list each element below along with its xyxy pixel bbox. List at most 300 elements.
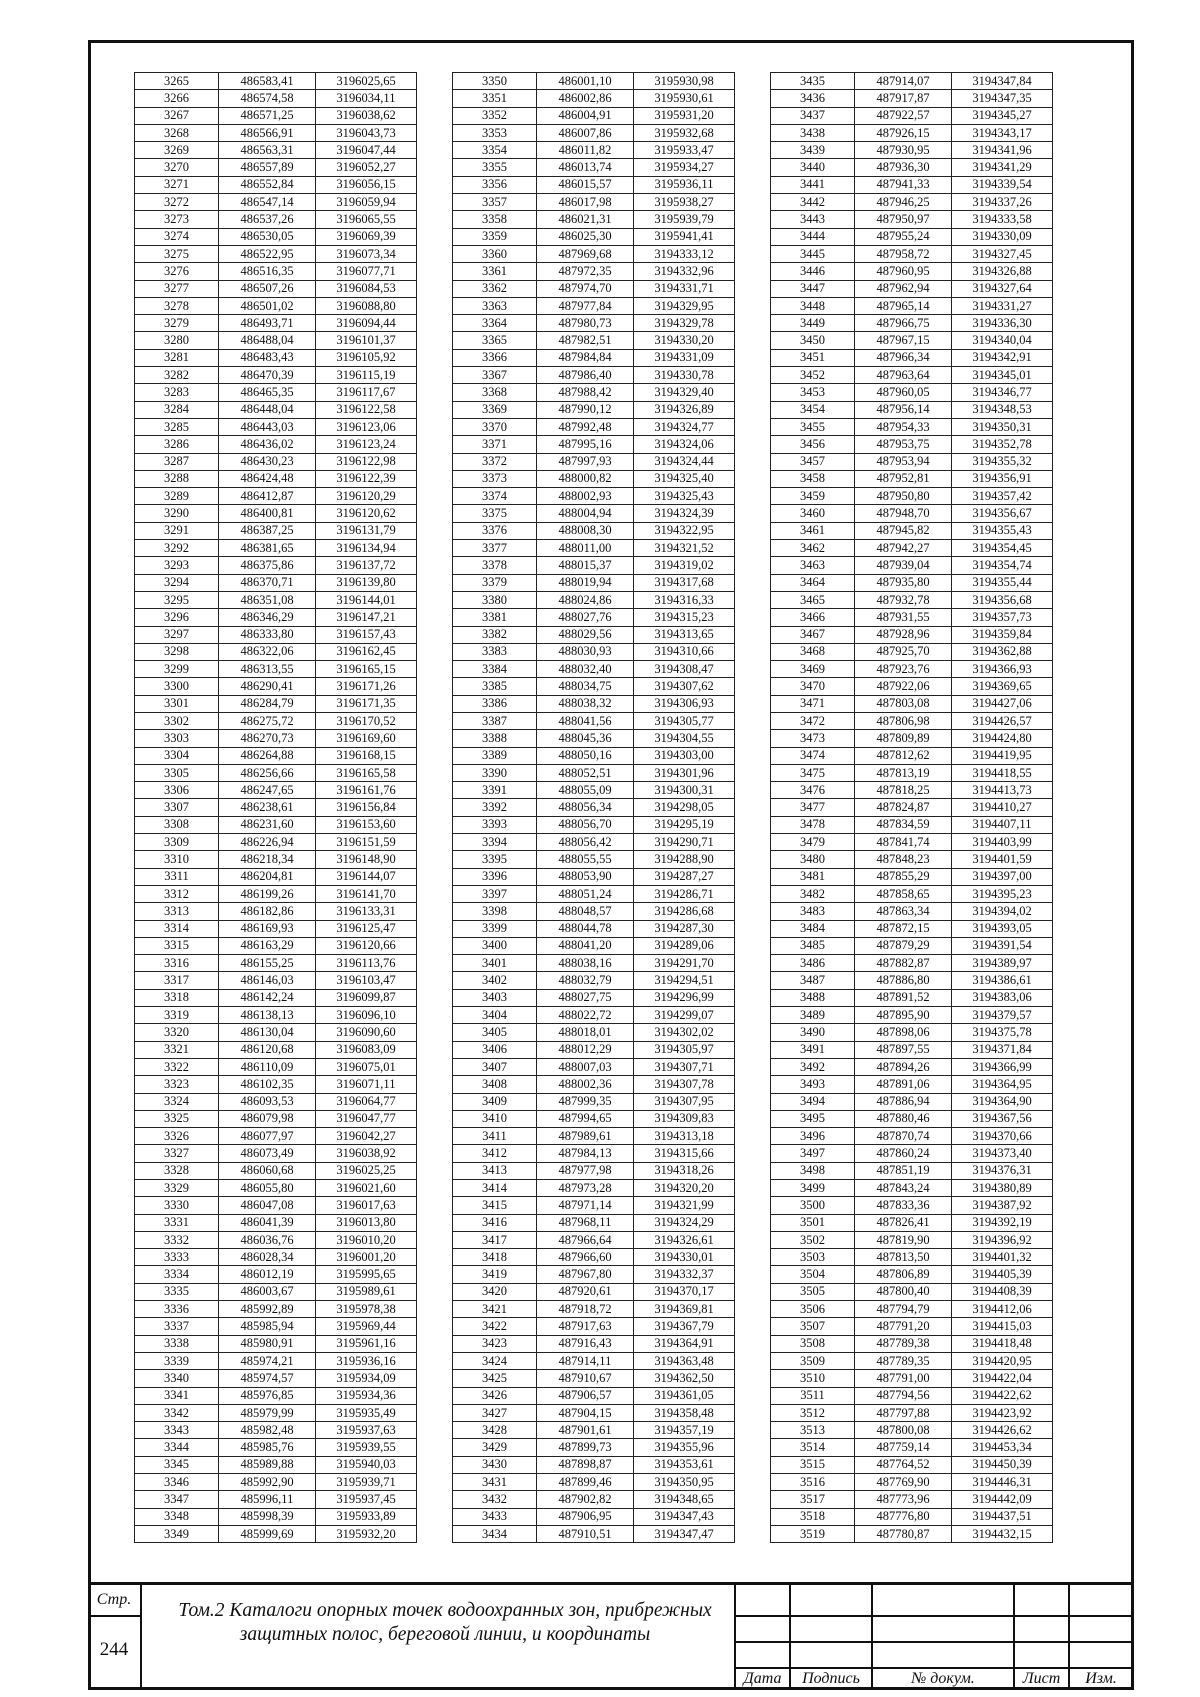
x-coordinate-cell: 487925,70 xyxy=(855,643,952,660)
table-row xyxy=(771,1439,1053,1456)
table-row xyxy=(453,591,735,608)
x-coordinate-cell: 487986,40 xyxy=(537,367,634,384)
x-coordinate-cell: 488007,03 xyxy=(537,1058,634,1075)
doc-number-header: № докум. xyxy=(911,1670,975,1687)
point-number-cell: 3435 xyxy=(771,73,855,90)
table-row xyxy=(771,1318,1053,1335)
point-number-cell: 3297 xyxy=(135,626,219,643)
table-row xyxy=(135,73,417,90)
x-coordinate-cell: 487966,75 xyxy=(855,315,952,332)
point-number-cell: 3466 xyxy=(771,609,855,626)
x-coordinate-cell: 485999,69 xyxy=(219,1525,316,1542)
point-number-cell: 3349 xyxy=(135,1525,219,1542)
y-coordinate-cell: 3196165,15 xyxy=(316,661,417,678)
x-coordinate-cell: 486011,82 xyxy=(537,142,634,159)
table-row xyxy=(135,332,417,349)
x-coordinate-cell: 487791,20 xyxy=(855,1318,952,1335)
y-coordinate-cell: 3196156,84 xyxy=(316,799,417,816)
point-number-cell: 3333 xyxy=(135,1249,219,1266)
point-number-cell: 3271 xyxy=(135,176,219,193)
point-number-cell: 3375 xyxy=(453,505,537,522)
table-row xyxy=(453,1318,735,1335)
table-row xyxy=(135,1266,417,1283)
point-number-cell: 3494 xyxy=(771,1093,855,1110)
y-coordinate-cell: 3194347,35 xyxy=(952,90,1053,107)
x-coordinate-cell: 488032,40 xyxy=(537,661,634,678)
point-number-cell: 3369 xyxy=(453,401,537,418)
x-coordinate-cell: 487967,15 xyxy=(855,332,952,349)
y-coordinate-cell: 3196133,31 xyxy=(316,903,417,920)
y-coordinate-cell: 3196090,60 xyxy=(316,1024,417,1041)
y-coordinate-cell: 3194339,54 xyxy=(952,176,1053,193)
x-coordinate-cell: 488044,78 xyxy=(537,920,634,937)
table-row xyxy=(771,868,1053,885)
x-coordinate-cell: 487917,87 xyxy=(855,90,952,107)
x-coordinate-cell: 486583,41 xyxy=(219,73,316,90)
y-coordinate-cell: 3194437,51 xyxy=(952,1508,1053,1525)
point-number-cell: 3339 xyxy=(135,1352,219,1369)
y-coordinate-cell: 3196131,79 xyxy=(316,522,417,539)
x-coordinate-cell: 487954,33 xyxy=(855,418,952,435)
y-coordinate-cell: 3194420,95 xyxy=(952,1352,1053,1369)
x-coordinate-cell: 487995,16 xyxy=(537,436,634,453)
table-row xyxy=(135,1214,417,1231)
point-number-cell: 3309 xyxy=(135,834,219,851)
y-coordinate-cell: 3196105,92 xyxy=(316,349,417,366)
x-coordinate-cell: 487860,24 xyxy=(855,1145,952,1162)
table-row xyxy=(453,263,735,280)
y-coordinate-cell: 3196147,21 xyxy=(316,609,417,626)
x-coordinate-cell: 486079,98 xyxy=(219,1110,316,1127)
point-number-cell: 3282 xyxy=(135,367,219,384)
point-number-cell: 3453 xyxy=(771,384,855,401)
point-number-cell: 3430 xyxy=(453,1456,537,1473)
x-coordinate-cell: 487936,30 xyxy=(855,159,952,176)
y-coordinate-cell: 3194392,19 xyxy=(952,1214,1053,1231)
point-number-cell: 3487 xyxy=(771,972,855,989)
x-coordinate-cell: 487800,40 xyxy=(855,1283,952,1300)
table-row xyxy=(135,1318,417,1335)
y-coordinate-cell: 3194370,66 xyxy=(952,1128,1053,1145)
y-coordinate-cell: 3194291,70 xyxy=(634,955,735,972)
x-coordinate-cell: 485985,76 xyxy=(219,1439,316,1456)
x-coordinate-cell: 486047,08 xyxy=(219,1197,316,1214)
y-coordinate-cell: 3196153,60 xyxy=(316,816,417,833)
point-number-cell: 3383 xyxy=(453,643,537,660)
y-coordinate-cell: 3196056,15 xyxy=(316,176,417,193)
table-row xyxy=(771,1525,1053,1542)
point-number-cell: 3280 xyxy=(135,332,219,349)
table-row xyxy=(135,1024,417,1041)
table-row xyxy=(135,176,417,193)
y-coordinate-cell: 3196042,27 xyxy=(316,1128,417,1145)
table-row xyxy=(135,1370,417,1387)
x-coordinate-cell: 487922,06 xyxy=(855,678,952,695)
y-coordinate-cell: 3196122,98 xyxy=(316,453,417,470)
document-title-line-1: Том.2 Каталоги опорных точек водоохранных зон, прибрежных xyxy=(178,1600,712,1621)
x-coordinate-cell: 488055,55 xyxy=(537,851,634,868)
table-row xyxy=(453,609,735,626)
signature-header: Подпись xyxy=(802,1670,860,1687)
table-row xyxy=(135,1231,417,1248)
y-coordinate-cell: 3194394,02 xyxy=(952,903,1053,920)
x-coordinate-cell: 486488,04 xyxy=(219,332,316,349)
y-coordinate-cell: 3194364,91 xyxy=(634,1335,735,1352)
y-coordinate-cell: 3194307,95 xyxy=(634,1093,735,1110)
table-row xyxy=(771,418,1053,435)
y-coordinate-cell: 3194373,40 xyxy=(952,1145,1053,1162)
table-row xyxy=(135,903,417,920)
y-coordinate-cell: 3194366,93 xyxy=(952,661,1053,678)
point-number-cell: 3316 xyxy=(135,955,219,972)
y-coordinate-cell: 3196021,60 xyxy=(316,1180,417,1197)
table-row xyxy=(453,782,735,799)
x-coordinate-cell: 487914,07 xyxy=(855,73,952,90)
table-row xyxy=(453,712,735,729)
y-coordinate-cell: 3194363,48 xyxy=(634,1352,735,1369)
table-row xyxy=(771,557,1053,574)
point-number-cell: 3311 xyxy=(135,868,219,885)
x-coordinate-cell: 487759,14 xyxy=(855,1439,952,1456)
point-number-cell: 3278 xyxy=(135,297,219,314)
y-coordinate-cell: 3194318,26 xyxy=(634,1162,735,1179)
point-number-cell: 3406 xyxy=(453,1041,537,1058)
x-coordinate-cell: 487895,90 xyxy=(855,1007,952,1024)
point-number-cell: 3315 xyxy=(135,937,219,954)
point-number-cell: 3484 xyxy=(771,920,855,937)
y-coordinate-cell: 3194333,12 xyxy=(634,245,735,262)
x-coordinate-cell: 487968,11 xyxy=(537,1214,634,1231)
x-coordinate-cell: 488050,16 xyxy=(537,747,634,764)
y-coordinate-cell: 3194386,61 xyxy=(952,972,1053,989)
point-number-cell: 3501 xyxy=(771,1214,855,1231)
y-coordinate-cell: 3195930,98 xyxy=(634,73,735,90)
x-coordinate-cell: 486077,97 xyxy=(219,1128,316,1145)
table-row xyxy=(453,989,735,1006)
y-coordinate-cell: 3194313,65 xyxy=(634,626,735,643)
y-coordinate-cell: 3196043,73 xyxy=(316,124,417,141)
y-coordinate-cell: 3194357,73 xyxy=(952,609,1053,626)
point-number-cell: 3397 xyxy=(453,885,537,902)
table-row xyxy=(135,211,417,228)
y-coordinate-cell: 3196047,77 xyxy=(316,1110,417,1127)
x-coordinate-cell: 486290,41 xyxy=(219,678,316,695)
y-coordinate-cell: 3194395,23 xyxy=(952,885,1053,902)
y-coordinate-cell: 3194308,47 xyxy=(634,661,735,678)
x-coordinate-cell: 486333,80 xyxy=(219,626,316,643)
x-coordinate-cell: 487824,87 xyxy=(855,799,952,816)
point-number-cell: 3307 xyxy=(135,799,219,816)
point-number-cell: 3489 xyxy=(771,1007,855,1024)
point-number-cell: 3336 xyxy=(135,1301,219,1318)
x-coordinate-cell: 487984,84 xyxy=(537,349,634,366)
table-row xyxy=(135,1387,417,1404)
y-coordinate-cell: 3194320,20 xyxy=(634,1180,735,1197)
point-number-cell: 3361 xyxy=(453,263,537,280)
y-coordinate-cell: 3196165,58 xyxy=(316,764,417,781)
y-coordinate-cell: 3196117,67 xyxy=(316,384,417,401)
y-coordinate-cell: 3194380,89 xyxy=(952,1180,1053,1197)
table-row xyxy=(135,1508,417,1525)
table-row xyxy=(771,1197,1053,1214)
y-coordinate-cell: 3194322,95 xyxy=(634,522,735,539)
x-coordinate-cell: 485974,57 xyxy=(219,1370,316,1387)
table-row xyxy=(453,1525,735,1542)
point-number-cell: 3395 xyxy=(453,851,537,868)
y-coordinate-cell: 3196113,76 xyxy=(316,955,417,972)
x-coordinate-cell: 486470,39 xyxy=(219,367,316,384)
x-coordinate-cell: 488018,01 xyxy=(537,1024,634,1041)
x-coordinate-cell: 487928,96 xyxy=(855,626,952,643)
table-row xyxy=(135,349,417,366)
x-coordinate-cell: 485998,39 xyxy=(219,1508,316,1525)
x-coordinate-cell: 488029,56 xyxy=(537,626,634,643)
table-row xyxy=(453,937,735,954)
y-coordinate-cell: 3194326,88 xyxy=(952,263,1053,280)
x-coordinate-cell: 487863,34 xyxy=(855,903,952,920)
x-coordinate-cell: 488051,24 xyxy=(537,885,634,902)
x-coordinate-cell: 487901,61 xyxy=(537,1422,634,1439)
y-coordinate-cell: 3195989,61 xyxy=(316,1283,417,1300)
y-coordinate-cell: 3196151,59 xyxy=(316,834,417,851)
table-row xyxy=(453,1145,735,1162)
x-coordinate-cell: 487948,70 xyxy=(855,505,952,522)
point-number-cell: 3378 xyxy=(453,557,537,574)
y-coordinate-cell: 3194426,62 xyxy=(952,1422,1053,1439)
table-row xyxy=(771,176,1053,193)
point-number-cell: 3331 xyxy=(135,1214,219,1231)
x-coordinate-cell: 488056,42 xyxy=(537,834,634,851)
x-coordinate-cell: 486015,57 xyxy=(537,176,634,193)
table-row xyxy=(135,263,417,280)
y-coordinate-cell: 3194366,99 xyxy=(952,1058,1053,1075)
x-coordinate-cell: 487899,73 xyxy=(537,1439,634,1456)
point-number-cell: 3429 xyxy=(453,1439,537,1456)
point-number-cell: 3379 xyxy=(453,574,537,591)
table-row xyxy=(135,764,417,781)
table-row xyxy=(771,1214,1053,1231)
table-row xyxy=(453,1283,735,1300)
point-number-cell: 3327 xyxy=(135,1145,219,1162)
table-row xyxy=(771,401,1053,418)
page-number: 244 xyxy=(99,1639,129,1660)
x-coordinate-cell: 487997,93 xyxy=(537,453,634,470)
x-coordinate-cell: 486537,26 xyxy=(219,211,316,228)
x-coordinate-cell: 486424,48 xyxy=(219,470,316,487)
y-coordinate-cell: 3196123,24 xyxy=(316,436,417,453)
point-number-cell: 3483 xyxy=(771,903,855,920)
x-coordinate-cell: 486574,58 xyxy=(219,90,316,107)
point-number-cell: 3286 xyxy=(135,436,219,453)
table-row xyxy=(771,1180,1053,1197)
table-row xyxy=(135,1283,417,1300)
y-coordinate-cell: 3196094,44 xyxy=(316,315,417,332)
table-row xyxy=(135,488,417,505)
y-coordinate-cell: 3194432,15 xyxy=(952,1525,1053,1542)
point-number-cell: 3470 xyxy=(771,678,855,695)
point-number-cell: 3267 xyxy=(135,107,219,124)
table-row xyxy=(135,868,417,885)
x-coordinate-cell: 486370,71 xyxy=(219,574,316,591)
table-row xyxy=(771,367,1053,384)
table-row xyxy=(453,1128,735,1145)
x-coordinate-cell: 486013,74 xyxy=(537,159,634,176)
table-row xyxy=(135,695,417,712)
y-coordinate-cell: 3194397,00 xyxy=(952,868,1053,885)
y-coordinate-cell: 3194330,01 xyxy=(634,1249,735,1266)
x-coordinate-cell: 486346,29 xyxy=(219,609,316,626)
x-coordinate-cell: 487914,11 xyxy=(537,1352,634,1369)
y-coordinate-cell: 3194353,61 xyxy=(634,1456,735,1473)
x-coordinate-cell: 486182,86 xyxy=(219,903,316,920)
table-row xyxy=(453,1474,735,1491)
y-coordinate-cell: 3194331,71 xyxy=(634,280,735,297)
x-coordinate-cell: 487966,64 xyxy=(537,1231,634,1248)
x-coordinate-cell: 486571,25 xyxy=(219,107,316,124)
x-coordinate-cell: 487923,76 xyxy=(855,661,952,678)
x-coordinate-cell: 488041,56 xyxy=(537,712,634,729)
table-row xyxy=(135,799,417,816)
y-coordinate-cell: 3196025,25 xyxy=(316,1162,417,1179)
table-row xyxy=(453,470,735,487)
y-coordinate-cell: 3195939,79 xyxy=(634,211,735,228)
point-number-cell: 3509 xyxy=(771,1352,855,1369)
y-coordinate-cell: 3194315,23 xyxy=(634,609,735,626)
coordinates-table-3 xyxy=(770,72,1053,1543)
point-number-cell: 3292 xyxy=(135,540,219,557)
x-coordinate-cell: 487803,08 xyxy=(855,695,952,712)
table-row xyxy=(771,955,1053,972)
x-coordinate-cell: 487894,26 xyxy=(855,1058,952,1075)
x-coordinate-cell: 488027,75 xyxy=(537,989,634,1006)
table-row xyxy=(135,228,417,245)
table-row xyxy=(135,297,417,314)
table-row xyxy=(771,488,1053,505)
x-coordinate-cell: 487977,98 xyxy=(537,1162,634,1179)
x-coordinate-cell: 486102,35 xyxy=(219,1076,316,1093)
y-coordinate-cell: 3194362,50 xyxy=(634,1370,735,1387)
x-coordinate-cell: 486226,94 xyxy=(219,834,316,851)
table-row xyxy=(453,332,735,349)
table-row xyxy=(771,834,1053,851)
table-row xyxy=(135,1145,417,1162)
y-coordinate-cell: 3195937,45 xyxy=(316,1491,417,1508)
table-row xyxy=(453,903,735,920)
table-row xyxy=(771,920,1053,937)
table-row xyxy=(135,1456,417,1473)
x-coordinate-cell: 487980,73 xyxy=(537,315,634,332)
point-number-cell: 3374 xyxy=(453,488,537,505)
y-coordinate-cell: 3194355,43 xyxy=(952,522,1053,539)
table-row xyxy=(771,747,1053,764)
point-number-cell: 3451 xyxy=(771,349,855,366)
table-row xyxy=(453,1249,735,1266)
y-coordinate-cell: 3194415,03 xyxy=(952,1318,1053,1335)
y-coordinate-cell: 3194407,11 xyxy=(952,816,1053,833)
table-row xyxy=(135,1197,417,1214)
y-coordinate-cell: 3194336,30 xyxy=(952,315,1053,332)
table-row xyxy=(771,782,1053,799)
table-row xyxy=(771,937,1053,954)
y-coordinate-cell: 3195933,47 xyxy=(634,142,735,159)
point-number-cell: 3444 xyxy=(771,228,855,245)
table-row xyxy=(771,972,1053,989)
x-coordinate-cell: 488045,36 xyxy=(537,730,634,747)
x-coordinate-cell: 487789,35 xyxy=(855,1352,952,1369)
table-row xyxy=(453,315,735,332)
y-coordinate-cell: 3196001,20 xyxy=(316,1249,417,1266)
table-row xyxy=(453,972,735,989)
y-coordinate-cell: 3196120,29 xyxy=(316,488,417,505)
x-coordinate-cell: 487973,28 xyxy=(537,1180,634,1197)
change-header: Изм. xyxy=(1085,1670,1117,1687)
point-number-cell: 3449 xyxy=(771,315,855,332)
table-row xyxy=(453,1214,735,1231)
point-number-cell: 3514 xyxy=(771,1439,855,1456)
point-number-cell: 3499 xyxy=(771,1180,855,1197)
y-coordinate-cell: 3194348,65 xyxy=(634,1491,735,1508)
y-coordinate-cell: 3194317,68 xyxy=(634,574,735,591)
table-row xyxy=(771,730,1053,747)
y-coordinate-cell: 3196171,35 xyxy=(316,695,417,712)
x-coordinate-cell: 486516,35 xyxy=(219,263,316,280)
table-row xyxy=(453,1162,735,1179)
point-number-cell: 3351 xyxy=(453,90,537,107)
y-coordinate-cell: 3194333,58 xyxy=(952,211,1053,228)
y-coordinate-cell: 3194290,71 xyxy=(634,834,735,851)
table-row xyxy=(453,1301,735,1318)
table-row xyxy=(135,851,417,868)
table-row xyxy=(135,142,417,159)
table-row xyxy=(135,1301,417,1318)
point-number-cell: 3342 xyxy=(135,1404,219,1421)
y-coordinate-cell: 3194418,48 xyxy=(952,1335,1053,1352)
point-number-cell: 3445 xyxy=(771,245,855,262)
table-row xyxy=(771,1145,1053,1162)
x-coordinate-cell: 487955,24 xyxy=(855,228,952,245)
point-number-cell: 3463 xyxy=(771,557,855,574)
x-coordinate-cell: 486313,55 xyxy=(219,661,316,678)
y-coordinate-cell: 3194329,95 xyxy=(634,297,735,314)
y-coordinate-cell: 3196101,37 xyxy=(316,332,417,349)
point-number-cell: 3459 xyxy=(771,488,855,505)
point-number-cell: 3346 xyxy=(135,1474,219,1491)
point-number-cell: 3410 xyxy=(453,1110,537,1127)
y-coordinate-cell: 3195932,68 xyxy=(634,124,735,141)
table-row xyxy=(135,1352,417,1369)
x-coordinate-cell: 486493,71 xyxy=(219,315,316,332)
y-coordinate-cell: 3196038,62 xyxy=(316,107,417,124)
y-coordinate-cell: 3194326,89 xyxy=(634,401,735,418)
point-number-cell: 3265 xyxy=(135,73,219,90)
table-row xyxy=(771,505,1053,522)
point-number-cell: 3318 xyxy=(135,989,219,1006)
y-coordinate-cell: 3195940,03 xyxy=(316,1456,417,1473)
x-coordinate-cell: 486041,39 xyxy=(219,1214,316,1231)
table-row xyxy=(771,661,1053,678)
table-row xyxy=(453,90,735,107)
table-row xyxy=(771,142,1053,159)
table-row xyxy=(135,1058,417,1075)
point-number-cell: 3380 xyxy=(453,591,537,608)
point-number-cell: 3443 xyxy=(771,211,855,228)
y-coordinate-cell: 3194321,52 xyxy=(634,540,735,557)
table-row xyxy=(135,384,417,401)
x-coordinate-cell: 486443,03 xyxy=(219,418,316,435)
point-number-cell: 3417 xyxy=(453,1231,537,1248)
point-number-cell: 3310 xyxy=(135,851,219,868)
x-coordinate-cell: 487848,23 xyxy=(855,851,952,868)
